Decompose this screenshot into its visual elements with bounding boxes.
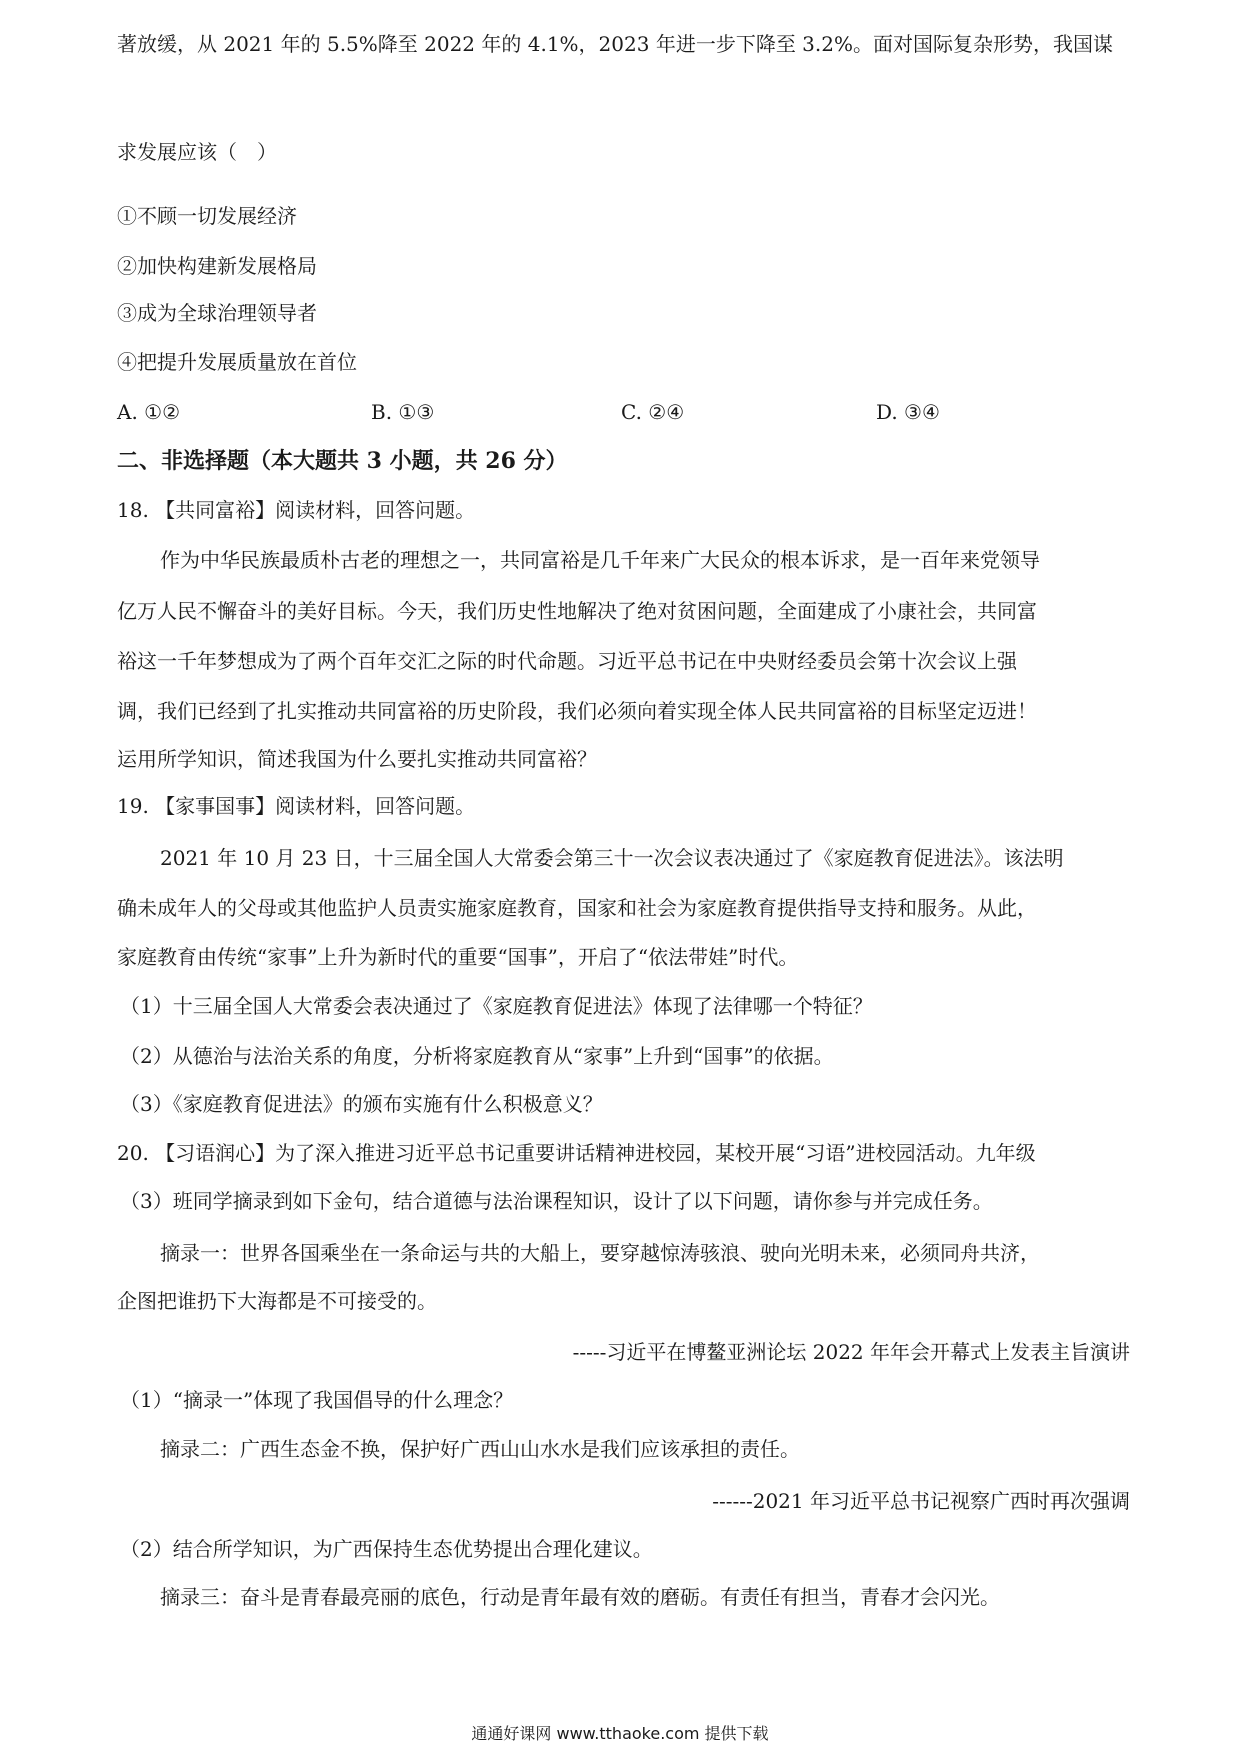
q18-question: 运用所学知识，简述我国为什么要扎实推动共同富裕？ [117,747,597,771]
option-a: A. ①② [117,400,181,424]
footer-watermark[interactable]: 通通好课网 www.tthaoke.com 提供下载 [471,1724,769,1743]
q20-excerpt3: 摘录三：奋斗是青春最亮丽的底色，行动是青年最有效的磨砺。有责任有担当，青春才会闪光。 [160,1585,1000,1609]
q20-source2: ------2021 年习近平总书记视察广西时再次强调 [712,1489,1130,1513]
q20-title-line2: （3）班同学摘录到如下金句，结合道德与法治课程知识，设计了以下问题，请你参与并完成任务。 [120,1189,993,1213]
q18-material-line3: 裕这一千年梦想成为了两个百年交汇之际的时代命题。习近平总书记在中央财经委员会第十次会议上强 [117,649,1017,673]
q18-material-line1: 作为中华民族最质朴古老的理想之一，共同富裕是几千年来广大民众的根本诉求，是一百年来党领导 [160,548,1040,572]
q17-item-4: ④把提升发展质量放在首位 [117,350,357,374]
q19-material-line1: 2021 年 10 月 23 日，十三届全国人大常委会第三十一次会议表决通过了《家庭教育促进法》。该法明 [160,846,1064,870]
q20-excerpt2: 摘录二：广西生态金不换，保护好广西山山水水是我们应该承担的责任。 [160,1437,800,1461]
q19-sub3: （3）《家庭教育促进法》的颁布实施有什么积极意义？ [120,1092,603,1116]
q17-stem-line2: 求发展应该（ ） [117,140,277,164]
q19-sub2: （2）从德治与法治关系的角度，分析将家庭教育从“家事”上升到“国事”的依据。 [120,1044,834,1068]
q18-material-line2: 亿万人民不懈奋斗的美好目标。今天，我们历史性地解决了绝对贫困问题，全面建成了小康社会，共同富 [117,599,1037,623]
q17-item-3: ③成为全球治理领导者 [117,301,317,325]
option-b: B. ①③ [371,400,435,424]
q17-stem-line1: 著放缓，从 2021 年的 5.5%降至 2022 年的 4.1%，2023 年进一步下降至 3.2%。面对国际复杂形势，我国谋 [117,32,1113,56]
q19-material-line2: 确未成年人的父母或其他监护人员责实施家庭教育，国家和社会为家庭教育提供指导支持和服务。从此， [117,896,1037,920]
q19-sub1: （1）十三届全国人大常委会表决通过了《家庭教育促进法》体现了法律哪一个特征？ [120,994,873,1018]
section-title: 二、非选择题（本大题共 3 小题，共 26 分） [117,448,568,474]
q17-options [117,397,1017,427]
q18-title: 18. 【共同富裕】阅读材料，回答问题。 [117,498,476,522]
q20-sub2: （2）结合所学知识，为广西保持生态优势提出合理化建议。 [120,1537,653,1561]
option-c: C. ②④ [621,400,685,424]
q20-source1: -----习近平在博鳌亚洲论坛 2022 年年会开幕式上发表主旨演讲 [572,1340,1130,1364]
q17-item-2: ②加快构建新发展格局 [117,254,317,278]
q20-excerpt1-line1: 摘录一：世界各国乘坐在一条命运与共的大船上，要穿越惊涛骇浪、驶向光明未来，必须同舟共济， [160,1241,1040,1265]
q20-excerpt1-line2: 企图把谁扔下大海都是不可接受的。 [117,1289,437,1313]
option-d: D. ③④ [876,400,940,424]
q19-title: 19. 【家事国事】阅读材料，回答问题。 [117,794,476,818]
q17-item-1: ①不顾一切发展经济 [117,204,297,228]
q18-material-line4: 调，我们已经到了扎实推动共同富裕的历史阶段，我们必须向着实现全体人民共同富裕的目标坚定迈进！ [117,699,1037,723]
q19-material-line3: 家庭教育由传统“家事”上升为新时代的重要“国事”，开启了“依法带娃”时代。 [117,945,799,969]
q20-sub1: （1）“摘录一”体现了我国倡导的什么理念？ [120,1388,514,1412]
q20-title-line1: 20. 【习语润心】为了深入推进习近平总书记重要讲话精神进校园，某校开展“习语”进校园活动。九年级 [117,1141,1036,1165]
